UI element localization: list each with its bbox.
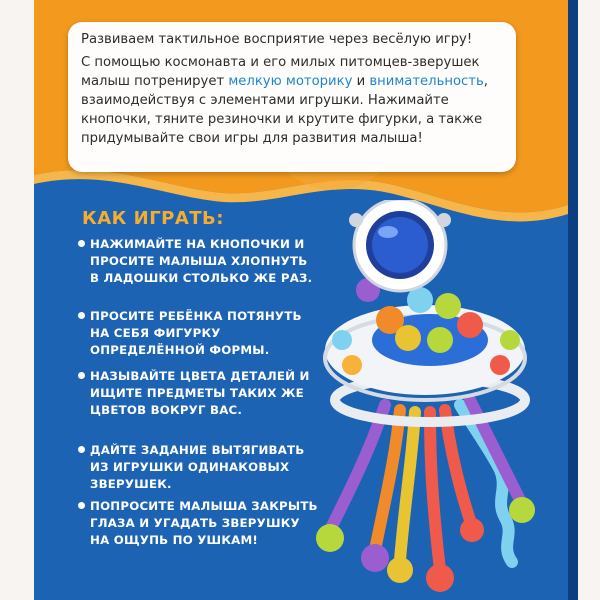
astronaut-helmet <box>349 200 451 291</box>
box-side-edge <box>568 0 578 600</box>
bullet-icon <box>78 372 90 419</box>
how-to-play-title: КАК ИГРАТЬ: <box>82 208 224 229</box>
step-text: НАЖИМАЙТЕ НА КНОПОЧКИ И ПРОСИТЕ МАЛЫША ХЛОПНУТЬ В ЛАДОШКИ СТОЛЬКО ЖЕ РАЗ. <box>90 237 313 285</box>
highlight-fine-motor: мелкую моторику <box>228 74 353 89</box>
description-text-2: и <box>352 74 370 89</box>
step-text: НАЗЫВАЙТЕ ЦВЕТА ДЕТАЛЕЙ И ИЩИТЕ ПРЕДМЕТЫ ТАКИХ ЖЕ ЦВЕТОВ ВОКРУГ ВАС. <box>90 369 310 417</box>
step-text: ДАЙТЕ ЗАДАНИЕ ВЫТЯГИВАТЬ ИЗ ИГРУШКИ ОДИНАКОВЫХ ЗВЕРУШЕК. <box>90 443 305 491</box>
description-body <box>81 53 504 148</box>
step-item <box>78 442 318 493</box>
description-text-1: С помощью космонавта и его милых питомцев-зверушек малыш потренирует <box>81 55 480 89</box>
description-text-3: , взаимодействуя с элементами игрушки. Нажимайте кнопочки, тяните резиночки и крутите фигурки, а также придумывайте свои игры для развития малыша! <box>81 74 488 146</box>
step-item <box>78 498 318 549</box>
description-card <box>68 22 516 172</box>
step-text: ПРОСИТЕ РЕБЁНКА ПОТЯНУТЬ НА СЕБЯ ФИГУРКУ ОПРЕДЕЛЁННОЙ ФОРМЫ. <box>90 309 302 357</box>
astronaut-toy-image <box>290 200 566 600</box>
bullet-icon <box>78 446 90 493</box>
description-intro: Развиваем тактильное восприятие через весёлую игру! <box>81 32 473 47</box>
bullet-icon <box>78 312 90 359</box>
step-item <box>78 308 318 359</box>
bullet-icon <box>78 502 90 549</box>
bullet-icon <box>78 240 90 287</box>
step-text: ПОПРОСИТЕ МАЛЫША ЗАКРЫТЬ ГЛАЗА И УГАДАТЬ ЗВЕРУШКУ НА ОЩУПЬ ПО УШКАМ! <box>90 499 318 547</box>
step-item <box>78 368 318 419</box>
highlight-attention: внимательность <box>369 74 484 89</box>
step-item <box>78 236 318 287</box>
